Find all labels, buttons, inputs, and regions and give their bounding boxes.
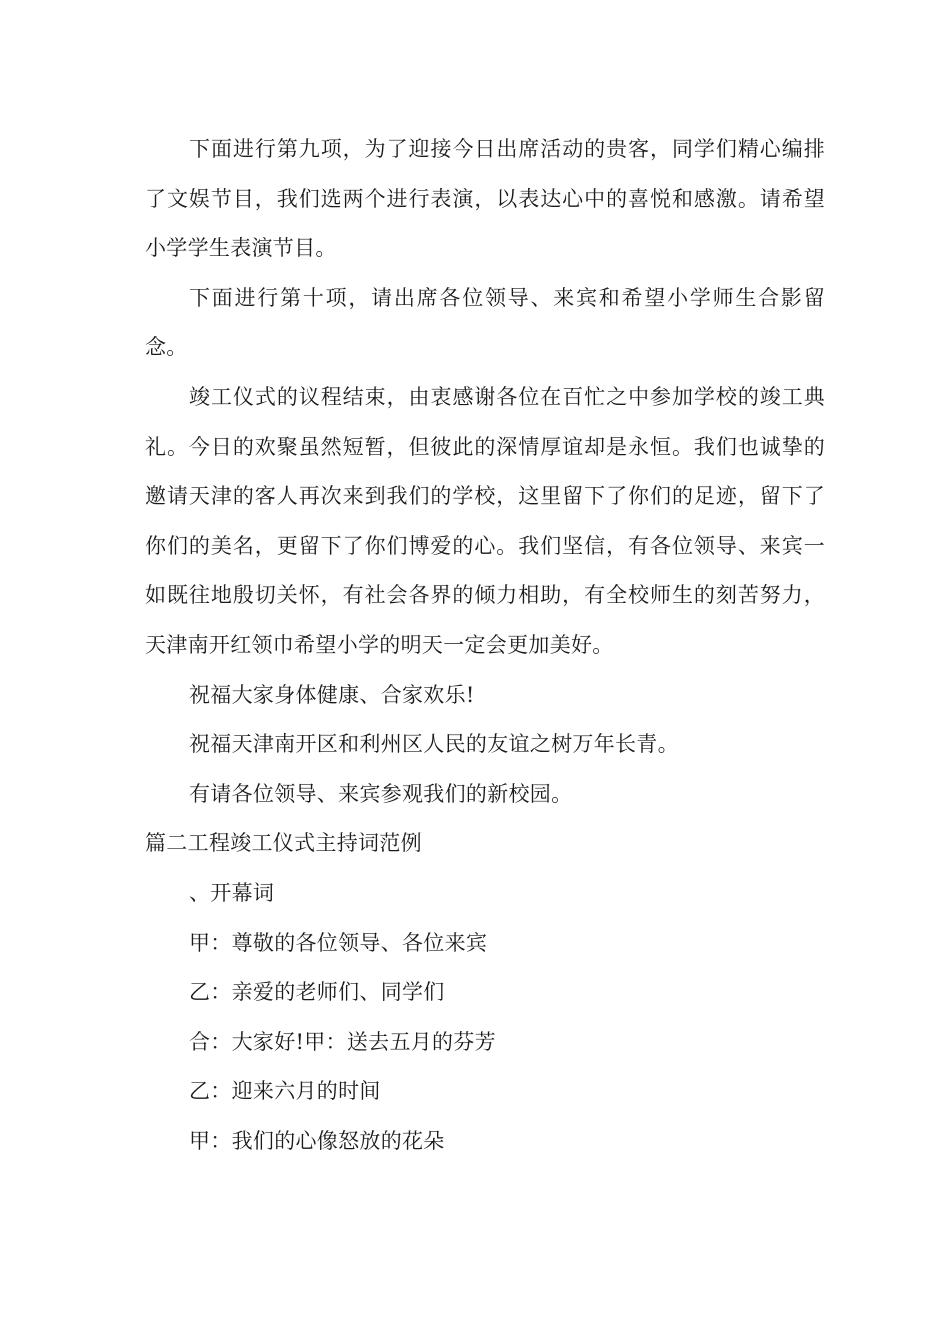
document-page [145, 125, 825, 1166]
script-line-2: 乙：亲爱的老师们、同学们 [189, 980, 445, 1005]
script-line-5: 甲：我们的心像怒放的花朵 [189, 1128, 445, 1153]
script-line-3: 合：大家好!甲：送去五月的芬芳 [189, 1029, 496, 1054]
script-line-4: 乙：迎来六月的时间 [189, 1079, 381, 1104]
script-line-opening: 、开幕词 [189, 880, 275, 905]
paragraph-blessing-1: 祝福大家身体健康、合家欢乐! [189, 682, 475, 707]
paragraph-item-9: 下面进行第九项，为了迎接今日出席活动的贵客，同学们精心编排了文娱节目，我们选两个进行表演，以表达心中的喜悦和感激。请希望小学学生表演节目。 [145, 137, 825, 261]
section-title: 篇二工程竣工仪式主持词范例 [145, 831, 422, 856]
paragraph-item-10: 下面进行第十项，请出席各位领导、来宾和希望小学师生合影留念。 [145, 285, 825, 360]
script-line-1: 甲：尊敬的各位领导、各位来宾 [189, 930, 488, 955]
paragraph-invitation: 有请各位领导、来宾参观我们的新校园。 [189, 781, 573, 806]
paragraph-closing: 竣工仪式的议程结束，由衷感谢各位在百忙之中参加学校的竣工典礼。今日的欢聚虽然短暂，但彼此的深情厚谊却是永恒。我们也诚挚的邀请天津的客人再次来到我们的学校，这里留下了你们的足迹，留下了你们的美名，更留下了你们博爱的心。我们坚信，有各位领导、来宾一如既往地殷切关怀，有社会各界的倾力相助，有全校师生的刻苦努力，天津南开红领巾希望小学的明天一定会更加美好。 [145, 384, 825, 657]
paragraph-blessing-2: 祝福天津南开区和利州区人民的友谊之树万年长青。 [189, 732, 679, 757]
